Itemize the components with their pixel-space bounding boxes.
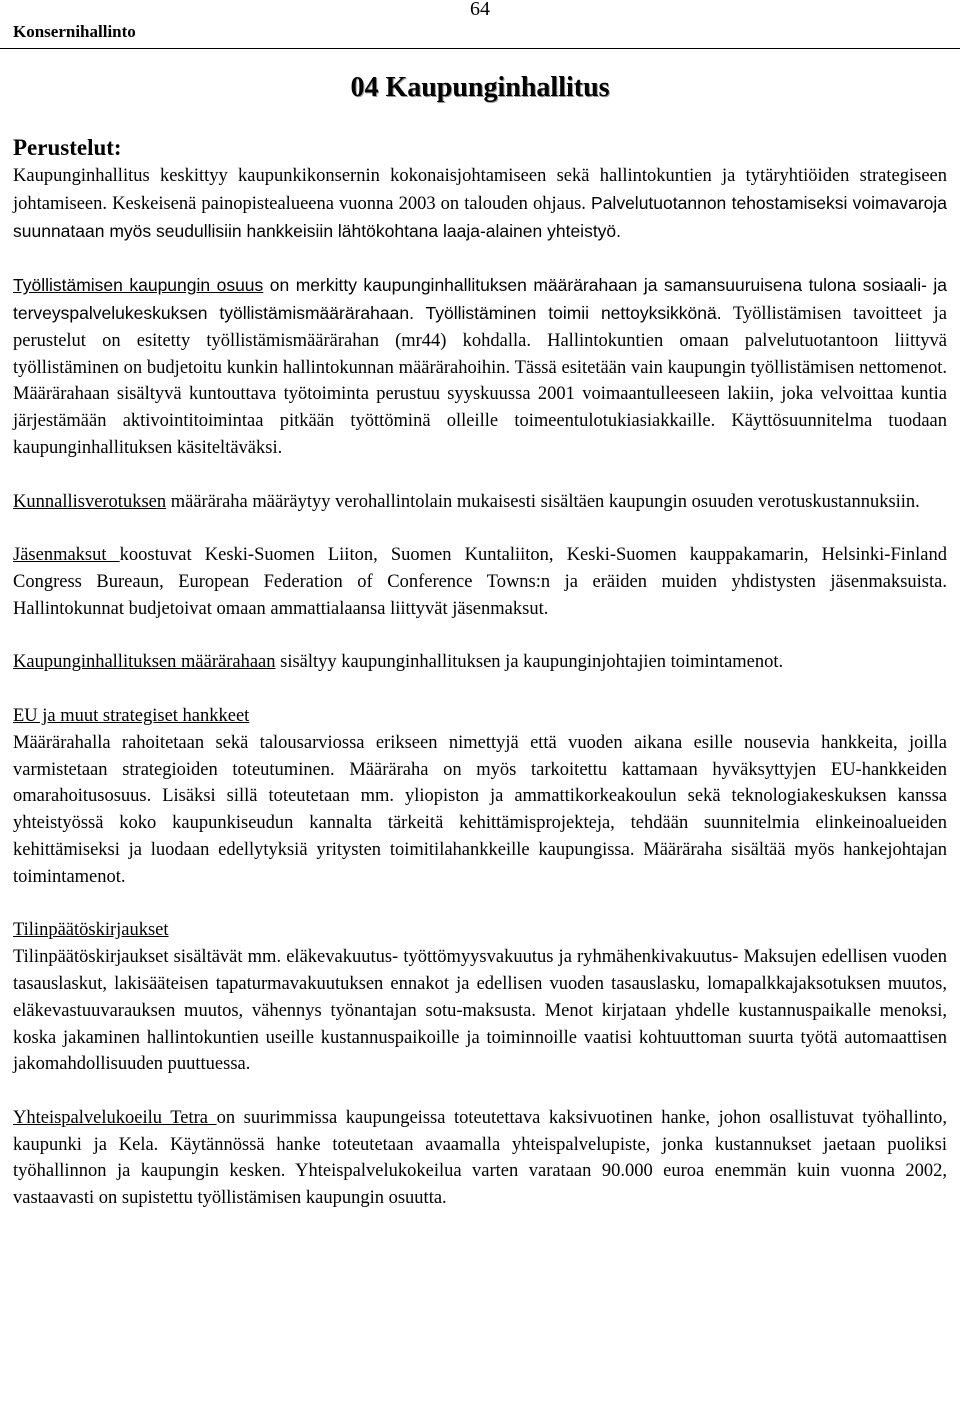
employment-text-sans: on merkitty kaupunginhallituksen määrärahaan ja samansuuruisena tulona sosiaali- ja terveyspalvelukeskuksen työllistämismäärärahaan. Työllistäminen toimii nettoyksikkönä. xyxy=(13,275,947,323)
employment-paragraph xyxy=(13,272,947,462)
membership-text: koostuvat Keski-Suomen Liiton, Suomen Kuntaliiton, Keski-Suomen kauppakamarin, Helsinki-Finland Congress Bureaun, European Federation of Conference Towns:n ja eräiden muiden yhdistysten jäsenmaksuista. Hallintokunnat budjetoivat omaan ammattialaansa liittyvät jäsenmaksut. xyxy=(13,545,947,619)
financial-statement-paragraph xyxy=(13,917,947,1078)
membership-paragraph xyxy=(13,542,947,622)
taxation-paragraph xyxy=(13,489,947,516)
document-body xyxy=(13,133,947,1239)
eu-projects-title: EU ja muut strategiset hankkeet xyxy=(13,705,250,726)
page-title: 04 Kaupunginhallitus xyxy=(350,72,610,103)
employment-title: Työllistämisen kaupungin osuus xyxy=(13,275,264,296)
city-board-text: sisältyy kaupunginhallituksen ja kaupunginjohtajien toimintamenot. xyxy=(275,652,784,673)
intro-paragraph xyxy=(13,163,947,245)
taxation-title: Kunnallisverotuksen xyxy=(13,491,167,512)
tetra-paragraph xyxy=(13,1105,947,1212)
organization-name: Konsernihallinto xyxy=(13,22,136,41)
financial-statement-text: Tilinpäätöskirjaukset sisältävät mm. eläkevakuutus- työttömyysvakuutus ja ryhmähenkivakuutus- Maksujen edellisen vuoden tasauslaskut, lakisääteisen tapaturmavakuutuksen ennakot ja edellisen vuoden tasauslasku, lomapalkkajaksotuksen muutos, eläkevastuuvarauksen muutos, vähennys työnantajan sotu-maksusta. Menot kirjataan yhdelle kustannuspaikalle menoksi, koska jakaminen hallintokuntien useille kustannuspaikoille ja toiminnoille vaatisi kohtuuttoman suurta työtä automaattisen jakomahdollisuuden puuttuessa. xyxy=(13,947,947,1075)
tetra-title: Yhteispalvelukoeilu Tetra xyxy=(13,1107,217,1128)
city-board-paragraph xyxy=(13,649,947,676)
city-board-title: Kaupunginhallituksen määrärahaan xyxy=(13,652,276,673)
financial-statement-title: Tilinpäätöskirjaukset xyxy=(13,920,169,941)
intro-text-serif: Kaupunginhallitus keskittyy kaupunkikonsernin kokonaisjohtamiseen sekä hallintokuntien ja tytäryhtiöiden strategiseen johtamiseen. Keskeisenä painopistealueena vuonna 2003 on talouden ohjaus. xyxy=(13,166,947,214)
employment-text: Työllistämisen tavoitteet ja perustelut on esitetty työllistämismäärärahan (mr44) kohdalla. Hallintokuntien omaan palvelutuotantoon liittyvä työllistäminen on budjetoitu kunkin hallintokunnan määrärahoihin. Tässä esitetään vain kaupungin työllistämisen nettomenot. Määrärahaan sisältyvä kuntouttava työtoiminta perustuu syyskuussa 2001 voimaantulleeseen lakiin, joka velvoittaa kuntia järjestämään aktivointitoimintaa pitkään työttöminä olleille toimeentulotukiasiakkaille. Käyttösuunnitelma tuodaan kaupunginhallituksen käsiteltäväksi. xyxy=(13,303,947,458)
page-number: 64 xyxy=(470,0,490,20)
eu-projects-paragraph xyxy=(13,703,947,891)
section-heading: Perustelut: xyxy=(13,135,122,160)
header-divider xyxy=(0,48,960,49)
membership-title: Jäsenmaksut xyxy=(13,545,120,566)
eu-projects-text: Määrärahalla rahoitetaan sekä talousarviossa erikseen nimettyjä että vuoden aikana esille nousevia hankkeita, joilla varmistetaan strategioiden toteutuminen. Määräraha on myös tarkoitettu kattamaan hyväksyttyjen EU-hankkeiden omarahoitusosuus. Lisäksi sillä toteutetaan mm. yliopiston ja ammattikorkeakoulun sekä teknologiakeskuksen kanssa yhteistyössä koko kaupunkiseudun kannalta tärkeitä kehittämisprojekteja, tehdään suunnitelmia elinkeinoalueiden kehittämiseksi ja luodaan edellytyksiä yritysten toimitilahankkeille kaupungissa. Määräraha sisältää myös hankejohtajan toimintamenot. xyxy=(13,732,947,887)
intro-text-sans: Palvelutuotannon tehostamiseksi voimavaroja suunnataan myös seudullisiin hankkeisiin lähtökohtana laaja-alainen yhteistyö. xyxy=(13,192,947,241)
tetra-text: on suurimmissa kaupungeissa toteutettava kaksivuotinen hanke, johon osallistuvat työhallinto, kaupunki ja Kela. Käytännössä hanke toteutetaan avaamalla yhteispalvelupiste, jonka kustannukset jaetaan puoliksi työhallinnon ja kaupungin kesken. Yhteispalvelukokeilua varten varataan 90.000 euroa enemmän kuin vuonna 2002, vastaavasti on supistettu työllistämisen kaupungin osuutta. xyxy=(13,1107,947,1209)
taxation-text: määräraha määräytyy verohallintolain mukaisesti sisältäen kaupungin osuuden verotuskustannuksiin. xyxy=(166,491,920,512)
